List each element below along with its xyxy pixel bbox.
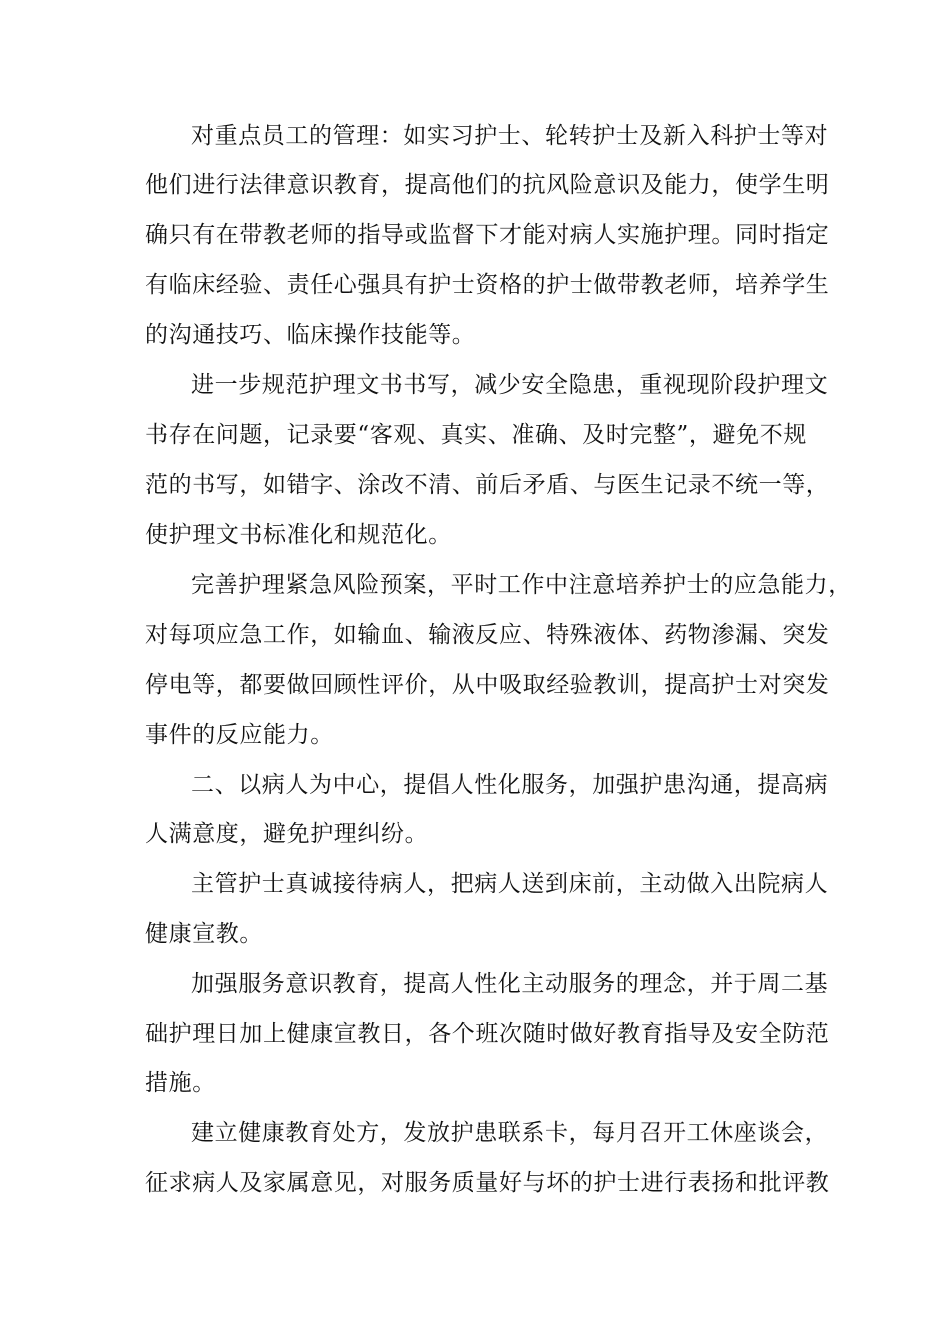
text-line: 书存在问题，记录要“客观、真实、准确、及时完整”，避免不规 [145, 422, 807, 448]
text-line: 措施。 [145, 1070, 216, 1096]
text-line: 对重点员工的管理：如实习护士、轮转护士及新入科护士等对 [191, 123, 829, 149]
text-line: 范的书写，如错字、涂改不清、前后矛盾、与医生记录不统一等， [145, 472, 830, 498]
text-line: 完善护理紧急风险预案，平时工作中注意培养护士的应急能力， [191, 572, 852, 598]
text-line: 有临床经验、责任心强具有护士资格的护士做带教老师，培养学生 [145, 272, 830, 298]
text-line: 对每项应急工作，如输血、输液反应、特殊液体、药物渗漏、突发 [145, 622, 830, 648]
text-line: 使护理文书标准化和规范化。 [145, 522, 452, 548]
text-line: 建立健康教育处方，发放护患联系卡，每月召开工休座谈会， [191, 1120, 829, 1146]
text-line: 征求病人及家属意见，对服务质量好与坏的护士进行表扬和批评教 [145, 1170, 830, 1196]
text-line: 二、以病人为中心，提倡人性化服务，加强护患沟通，提高病 [191, 772, 829, 798]
text-line: 主管护士真诚接待病人，把病人送到床前，主动做入出院病人 [191, 871, 829, 897]
text-line: 加强服务意识教育，提高人性化主动服务的理念，并于周二基 [191, 971, 829, 997]
text-line: 停电等，都要做回顾性评价，从中吸取经验教训，提高护士对突发 [145, 672, 830, 698]
text-line: 人满意度，避免护理纠纷。 [145, 821, 429, 847]
text-line: 他们进行法律意识教育，提高他们的抗风险意识及能力，使学生明 [145, 172, 830, 198]
text-line: 确只有在带教老师的指导或监督下才能对病人实施护理。同时指定 [145, 222, 830, 248]
text-line: 的沟通技巧、临床操作技能等。 [145, 322, 476, 348]
text-line: 础护理日加上健康宣教日，各个班次随时做好教育指导及安全防范 [145, 1021, 830, 1047]
text-line: 进一步规范护理文书书写，减少安全隐患，重视现阶段护理文 [191, 372, 829, 398]
text-line: 健康宣教。 [145, 921, 263, 947]
text-line: 事件的反应能力。 [145, 722, 334, 748]
